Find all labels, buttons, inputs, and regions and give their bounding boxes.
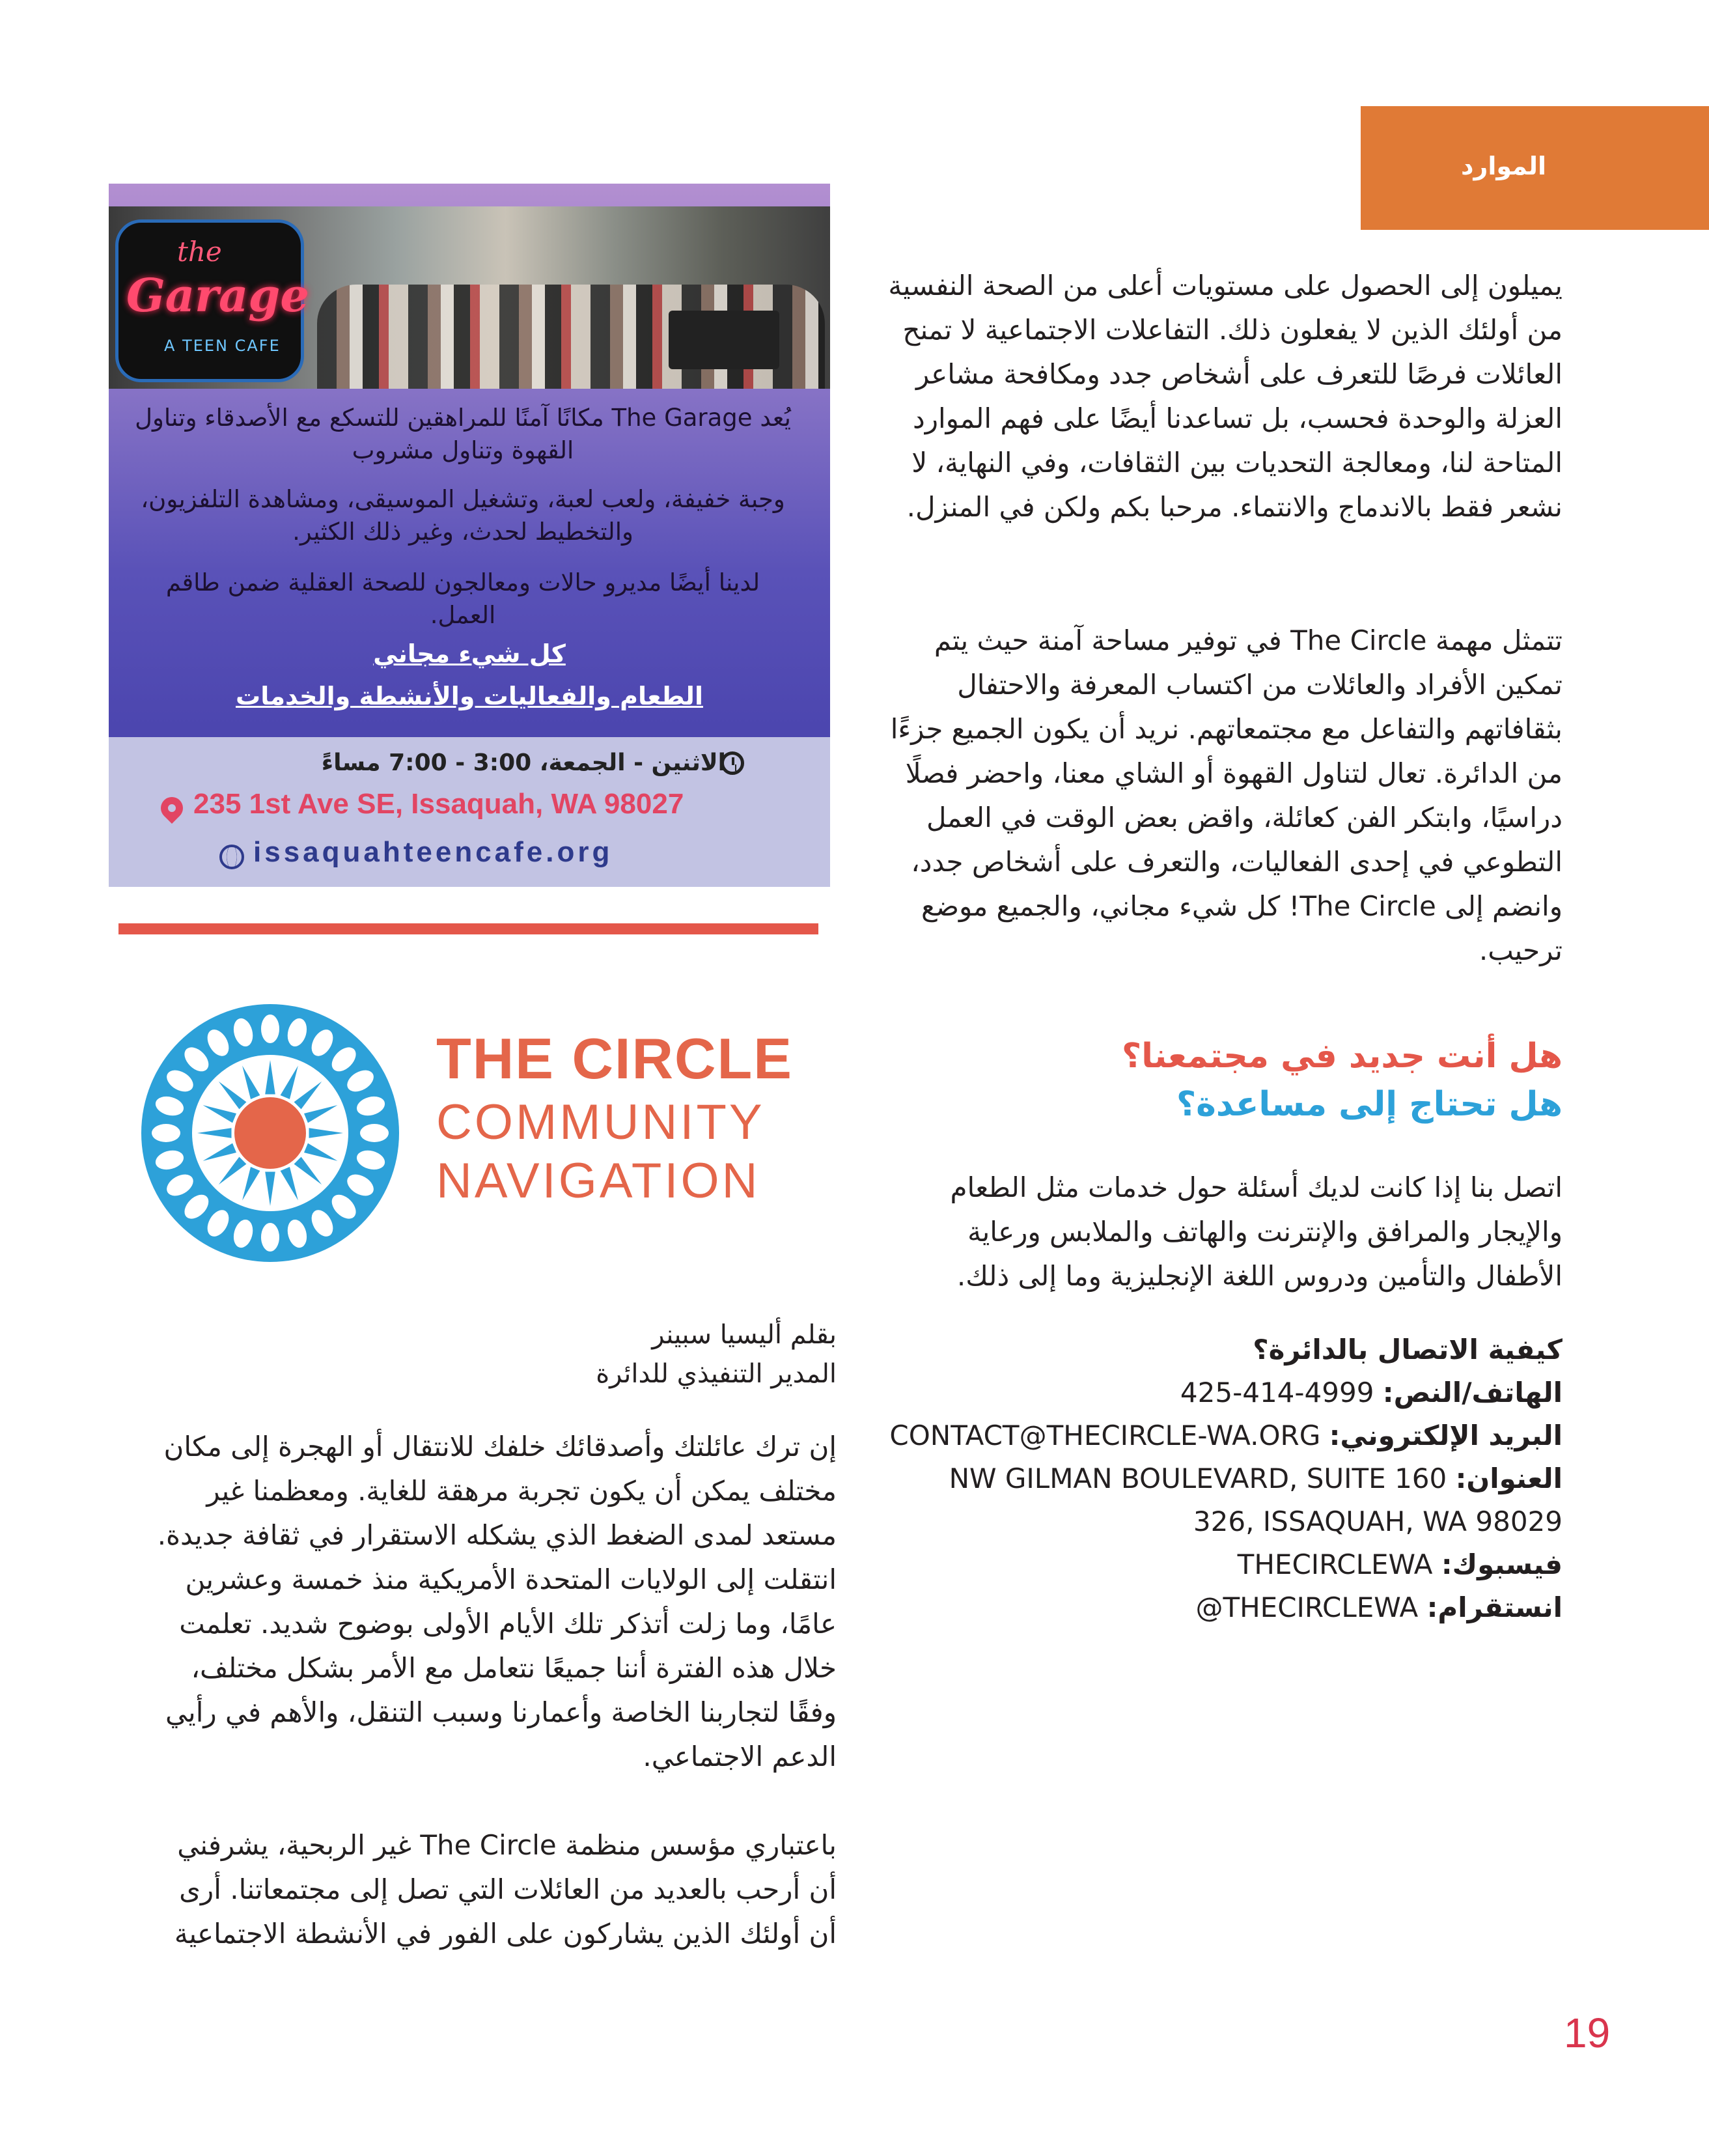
heading-need-help: هل تحتاج إلى مساعدة؟: [1176, 1085, 1563, 1124]
logo-title-the-circle: THE CIRCLE: [436, 1026, 793, 1091]
paragraph-founder: باعتباري مؤسس منظمة The Circle غير الربحية، يشرفني أن أرحب بالعديد من العائلات التي تصل إلى مجتمعاتنا. أرى أن أولئك الذين يشاركون على الفور في الأنشطة الاجتماعية: [174, 1829, 837, 1950]
logo-dot: [152, 1124, 180, 1142]
logo-dot: [261, 1015, 279, 1043]
teen-cafe-photo: [109, 206, 830, 389]
phone-number[interactable]: 425-414-4999: [1180, 1377, 1374, 1408]
logo-dot: [261, 1223, 279, 1252]
photo-foosball-table: [669, 311, 779, 369]
facebook-label: فيسبوك:: [1441, 1548, 1563, 1580]
instagram-label: انستقرام:: [1426, 1591, 1563, 1623]
section-label: الموارد: [1461, 152, 1546, 180]
paragraph-mission: تتمثل مهمة The Circle في توفير مساحة آمنة حيث يتم تمكين الأفراد والعائلات من اكتساب المعرفة والاحتفال بثقافاتهم والتفاعل مع مجتمعاتهم. نريد أن يكون الجميع جزءًا من الدائرة. تعال لتناول القهوة أو الشاي معنا، واحضر فصلًا دراسيًا، وابتكر الفن كعائلة، واقض بعض الوقت في العمل التطوعي في إحدى الفعاليات، والتعرف على أشخاص جدد، وانضم إلى The Circle! كل شيء مجاني، والجميع موضع ترحيب.: [890, 624, 1563, 966]
flyer-address: 235 1st Ave SE, Issaquah, WA 98027: [193, 788, 684, 820]
byline-name: بقلم أليسيا سبينر: [652, 1320, 837, 1350]
address-label: العنوان:: [1455, 1463, 1563, 1494]
section-tab: [1361, 106, 1709, 230]
divider-rule: [118, 923, 818, 934]
instagram-handle[interactable]: @THECIRCLEWA: [1195, 1591, 1419, 1623]
globe-icon: [219, 845, 244, 869]
flyer-hours: الاثنين - الجمعة، 3:00 - 7:00 مساءً: [321, 749, 726, 776]
flyer-paragraph-2: وجبة خفيفة، ولعب لعبة، وتشغيل الموسيقى، ومشاهدة التلفزيون، والتخطيط لحدث، وغير ذلك الكثير.: [141, 485, 785, 546]
byline: [146, 1315, 837, 1393]
garage-logo: [115, 219, 309, 382]
flyer-website[interactable]: issaquahteencafe.org: [253, 836, 613, 868]
email-label: البريد الإلكتروني:: [1329, 1420, 1563, 1451]
flyer-paragraph-1: يُعد The Garage مكانًا آمنًا للمراهقين للتسكع مع الأصدقاء وتناول القهوة وتناول مشروب: [135, 404, 791, 464]
contact-block: [872, 1328, 1563, 1629]
logo-title-community: COMMUNITY: [436, 1095, 765, 1150]
heading-new-in-community: هل أنت جديد في مجتمعنا؟: [1121, 1037, 1563, 1076]
flyer-services: الطعام والفعاليات والأنشطة والخدمات: [236, 682, 703, 710]
paragraph-intro: إن ترك عائلتك وأصدقائك خلفك للانتقال أو الهجرة إلى مكان مختلف يمكن أن يكون تجربة مرهقة للغاية. ومعظمنا غير مستعد لمدى الضغط الذي يشكله الاستقرار في ثقافة جديدة. انتقلت إلى الولايات المتحدة الأمريكية منذ خمسة وعشرين عامًا، وما زلت أتذكر تلك الأيام الأولى بوضوح شديد. تعلمت خلال هذه الفترة أننا جميعًا نتعامل مع الأمر بشكل مختلف، وفقًا لتجاربنا الخاصة وأعمارنا وسبب التنقل، والأهم في رأيي الدعم الاجتماعي.: [157, 1431, 837, 1772]
garage-logo-the: the: [177, 236, 222, 268]
email-link[interactable]: CONTACT@THECIRCLE-WA.ORG: [889, 1420, 1321, 1451]
garage-logo-word: Garage: [126, 268, 309, 322]
phone-label: الهاتف/النص:: [1382, 1377, 1563, 1408]
paragraph-mental-health: يميلون إلى الحصول على مستويات أعلى من الصحة النفسية من أولئك الذين لا يفعلون ذلك. التفاعلات الاجتماعية لا تمنح العائلات فرصًا للتعرف على أشخاص جدد ومكافحة مشاعر العزلة والوحدة فحسب، بل تساعدنا أيضًا على فهم الموارد المتاحة لنا، ومعالجة التحديات بين الثقافات، وفي النهاية، لا نشعر فقط بالاندماج والانتماء. مرحبا بكم ولكن في المنزل.: [888, 270, 1563, 523]
map-pin-icon: [156, 792, 188, 824]
logo-center-sun: [234, 1097, 306, 1169]
address-line2: 326, ISSAQUAH, WA 98029: [1193, 1505, 1563, 1537]
garage-logo-tagline: A TEEN CAFE: [164, 337, 281, 355]
help-headings: [872, 1032, 1563, 1128]
facebook-handle[interactable]: THECIRCLEWA: [1237, 1548, 1433, 1580]
byline-role: المدير التنفيذي للدائرة: [596, 1359, 837, 1389]
garage-flyer: [109, 184, 830, 887]
paragraph-contact-services: اتصل بنا إذا كانت لديك أسئلة حول خدمات مثل الطعام والإيجار والمرافق والإنترنت والهاتف والملابس ورعاية الأطفال والتأمين ودروس اللغة الإنجليزية وما إلى ذلك.: [950, 1171, 1563, 1292]
logo-title-navigation: NAVIGATION: [436, 1153, 760, 1209]
circle-sun-icon: [140, 1003, 400, 1263]
flyer-info-bar: [109, 737, 830, 887]
flyer-paragraph-3: لدينا أيضًا مديرو حالات ومعالجون للصحة العقلية ضمن طاقم العمل.: [165, 568, 760, 629]
logo-dot: [360, 1124, 389, 1142]
address-line1: NW GILMAN BOULEVARD, SUITE 160: [949, 1463, 1447, 1494]
flyer-free-notice: كل شيء مجاني: [373, 639, 566, 668]
contact-title: كيفية الاتصال بالدائرة؟: [1253, 1334, 1563, 1365]
page-number: 19: [1564, 2009, 1611, 2056]
